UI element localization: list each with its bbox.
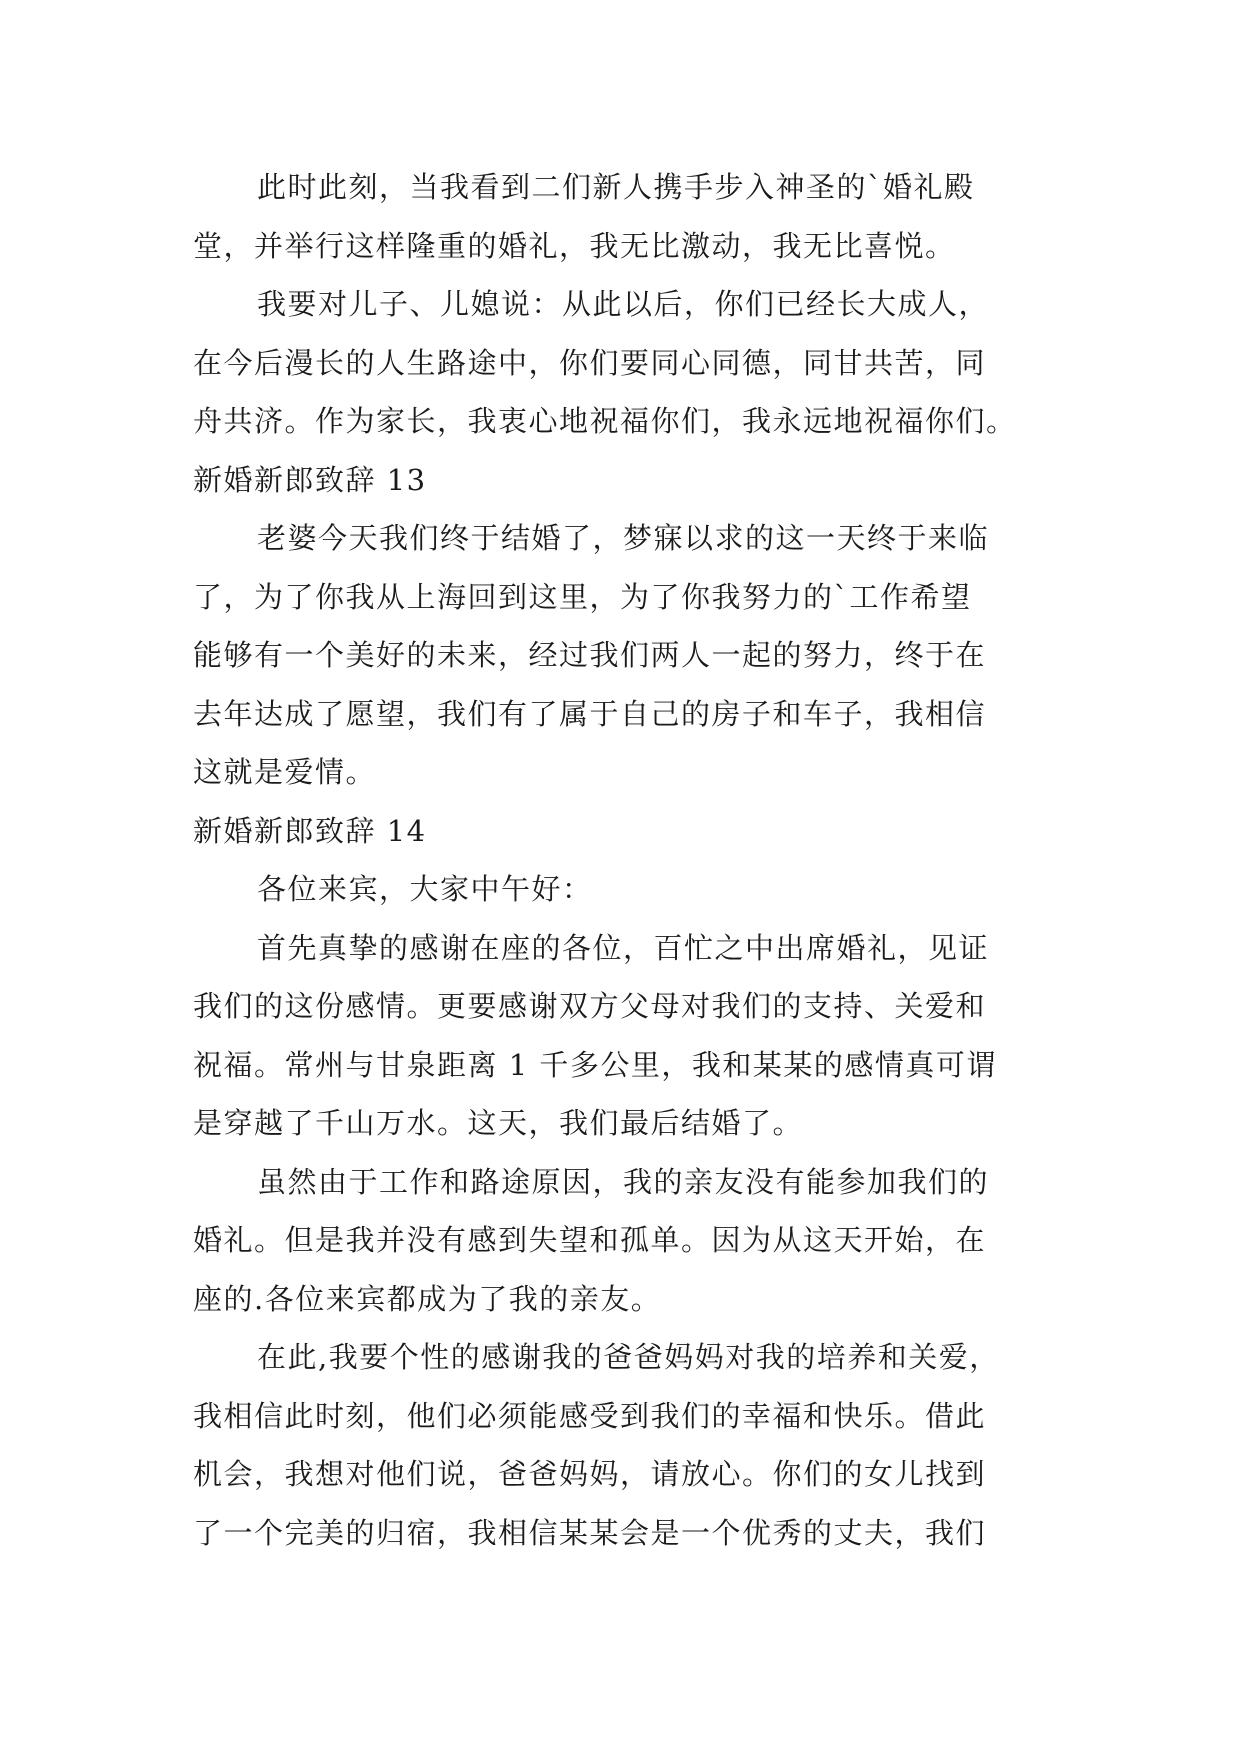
text-line: 堂，并举行这样隆重的婚礼，我无比激动，我无比喜悦。	[193, 228, 956, 263]
text-line: 了一个完美的归宿，我相信某某会是一个优秀的丈夫，我们	[193, 1515, 987, 1550]
text-line: 舟共济。作为家长，我衷心地祝福你们，我永远地祝福你们。	[193, 404, 1017, 438]
text-line: 我相信此时刻，他们必须能感受到我们的幸福和快乐。借此	[193, 1398, 987, 1433]
text-line: 各位来宾，大家中午好：	[257, 872, 593, 906]
text-line: 此时此刻，当我看到二们新人携手步入神圣的`婚礼殿	[257, 170, 975, 204]
text-line: 老婆今天我们终于结婚了，梦寐以求的这一天终于来临	[257, 521, 990, 555]
text-line: 机会，我想对他们说，爸爸妈妈，请放心。你们的女儿找到	[193, 1457, 987, 1491]
section-heading: 新婚新郎致辞 14	[193, 813, 427, 848]
text-line: 去年达成了愿望，我们有了属于自己的房子和车子，我相信	[193, 696, 987, 731]
text-line: 虽然由于工作和路途原因，我的亲友没有能参加我们的	[257, 1164, 990, 1199]
text-line: 座的.各位来宾都成为了我的亲友。	[193, 1281, 662, 1316]
text-line: 首先真挚的感谢在座的各位，百忙之中出席婚礼，见证	[257, 930, 990, 965]
document-body	[193, 158, 1063, 1562]
text-line: 祝福。常州与甘泉距离 1 千多公里，我和某某的感情真可谓	[193, 1047, 997, 1082]
text-line: 了，为了你我从上海回到这里，为了你我努力的`工作希望	[193, 579, 972, 614]
text-line: 这就是爱情。	[193, 755, 377, 789]
text-line: 能够有一个美好的未来，经过我们两人一起的努力，终于在	[193, 638, 987, 672]
text-line: 在此,我要个性的感谢我的爸爸妈妈对我的培养和关爱，	[257, 1340, 1000, 1374]
text-line: 我要对儿子、儿媳说：从此以后，你们已经长大成人，	[257, 287, 990, 321]
text-line: 我们的这份感情。更要感谢双方父母对我们的支持、关爱和	[193, 989, 987, 1023]
text-line: 在今后漫长的人生路途中，你们要同心同德，同甘共苦，同	[193, 345, 987, 380]
text-line: 是穿越了千山万水。这天，我们最后结婚了。	[193, 1106, 804, 1140]
section-heading: 新婚新郎致辞 13	[193, 462, 427, 497]
text-line: 婚礼。但是我并没有感到失望和孤单。因为从这天开始，在	[193, 1223, 987, 1257]
